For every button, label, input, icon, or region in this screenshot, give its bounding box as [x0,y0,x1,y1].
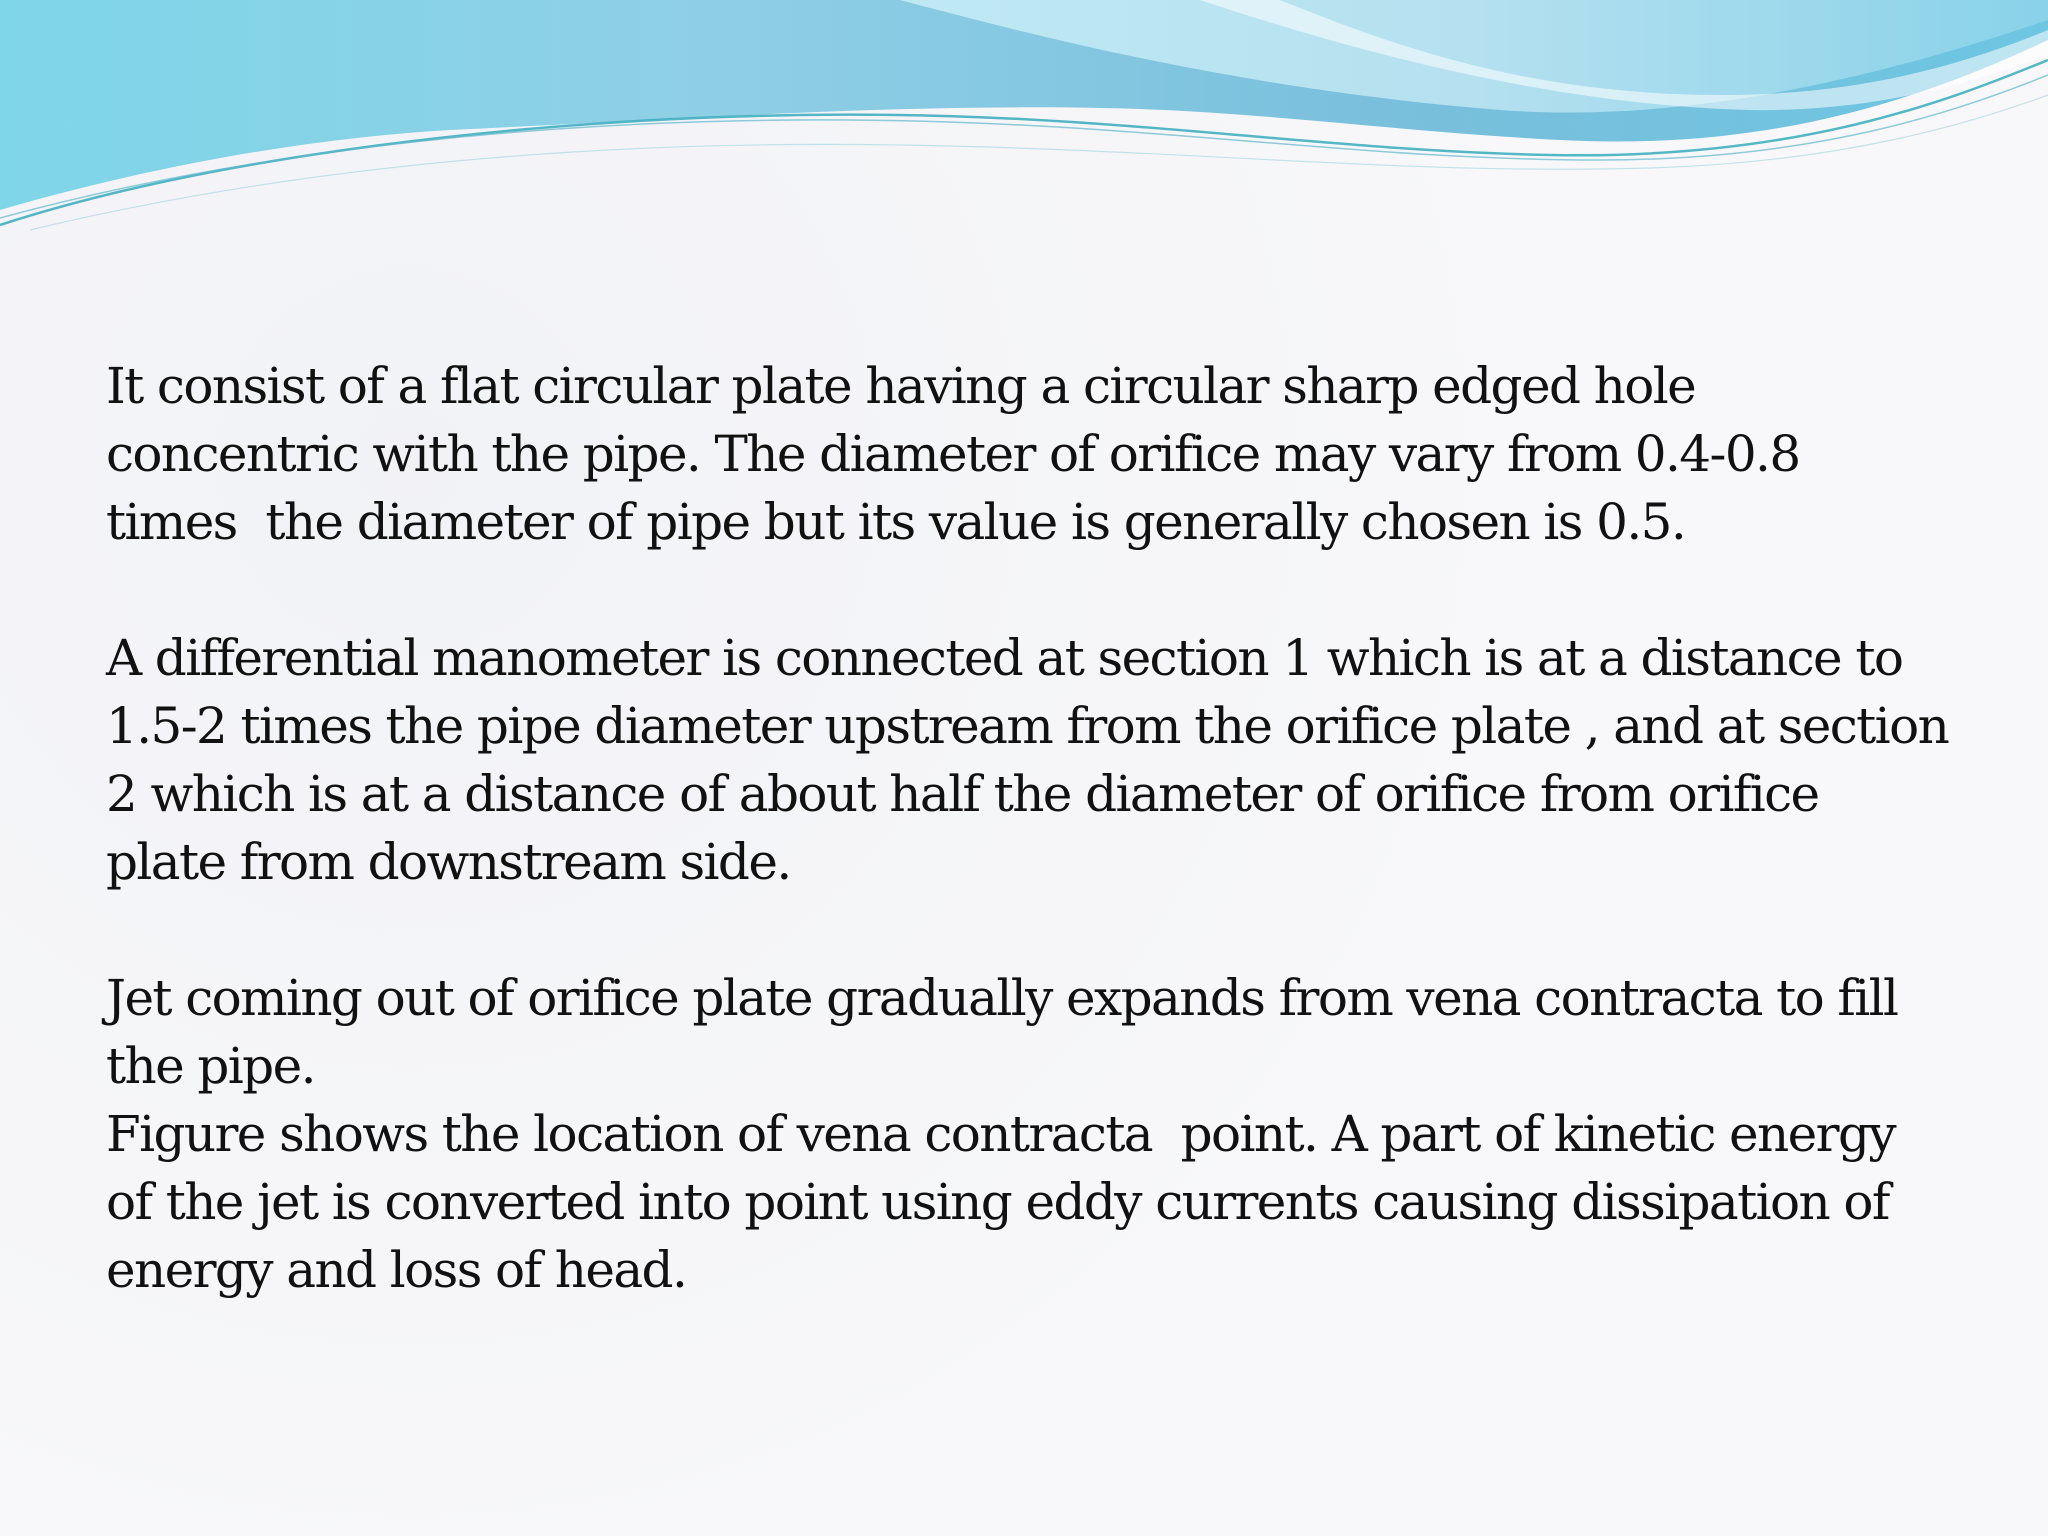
text-line: 1.5-2 times the pipe diameter upstream from the orifice plate , and at section [106,697,1949,755]
paragraph-manometer [106,624,2006,896]
text-line: plate from downstream side. [106,833,791,891]
paragraph-vena-contracta [106,1100,2006,1304]
text-line: A differential manometer is connected at section 1 which is at a distance to [106,629,1903,687]
text-line: times the diameter of pipe but its value is generally chosen is 0.5. [106,493,1686,551]
paragraph-jet [106,964,2006,1100]
paragraph-orifice-plate [106,352,2006,556]
text-line: Figure shows the location of vena contracta point. A part of kinetic energy [106,1105,1895,1163]
text-line: energy and loss of head. [106,1241,687,1299]
text-line: It consist of a flat circular plate having a circular sharp edged hole [106,357,1696,415]
text-line: 2 which is at a distance of about half the diameter of orifice from orifice [106,765,1819,823]
header-wave-decoration [0,0,2048,240]
paragraph-spacer [106,556,2006,624]
slide-body-text [106,352,2006,1304]
text-line: the pipe. [106,1037,315,1095]
paragraph-spacer [106,896,2006,964]
text-line: of the jet is converted into point using eddy currents causing dissipation of [106,1173,1889,1231]
text-line: concentric with the pipe. The diameter of orifice may vary from 0.4-0.8 [106,425,1800,483]
text-line: Jet coming out of orifice plate gradually expands from vena contracta to fill [106,969,1898,1027]
